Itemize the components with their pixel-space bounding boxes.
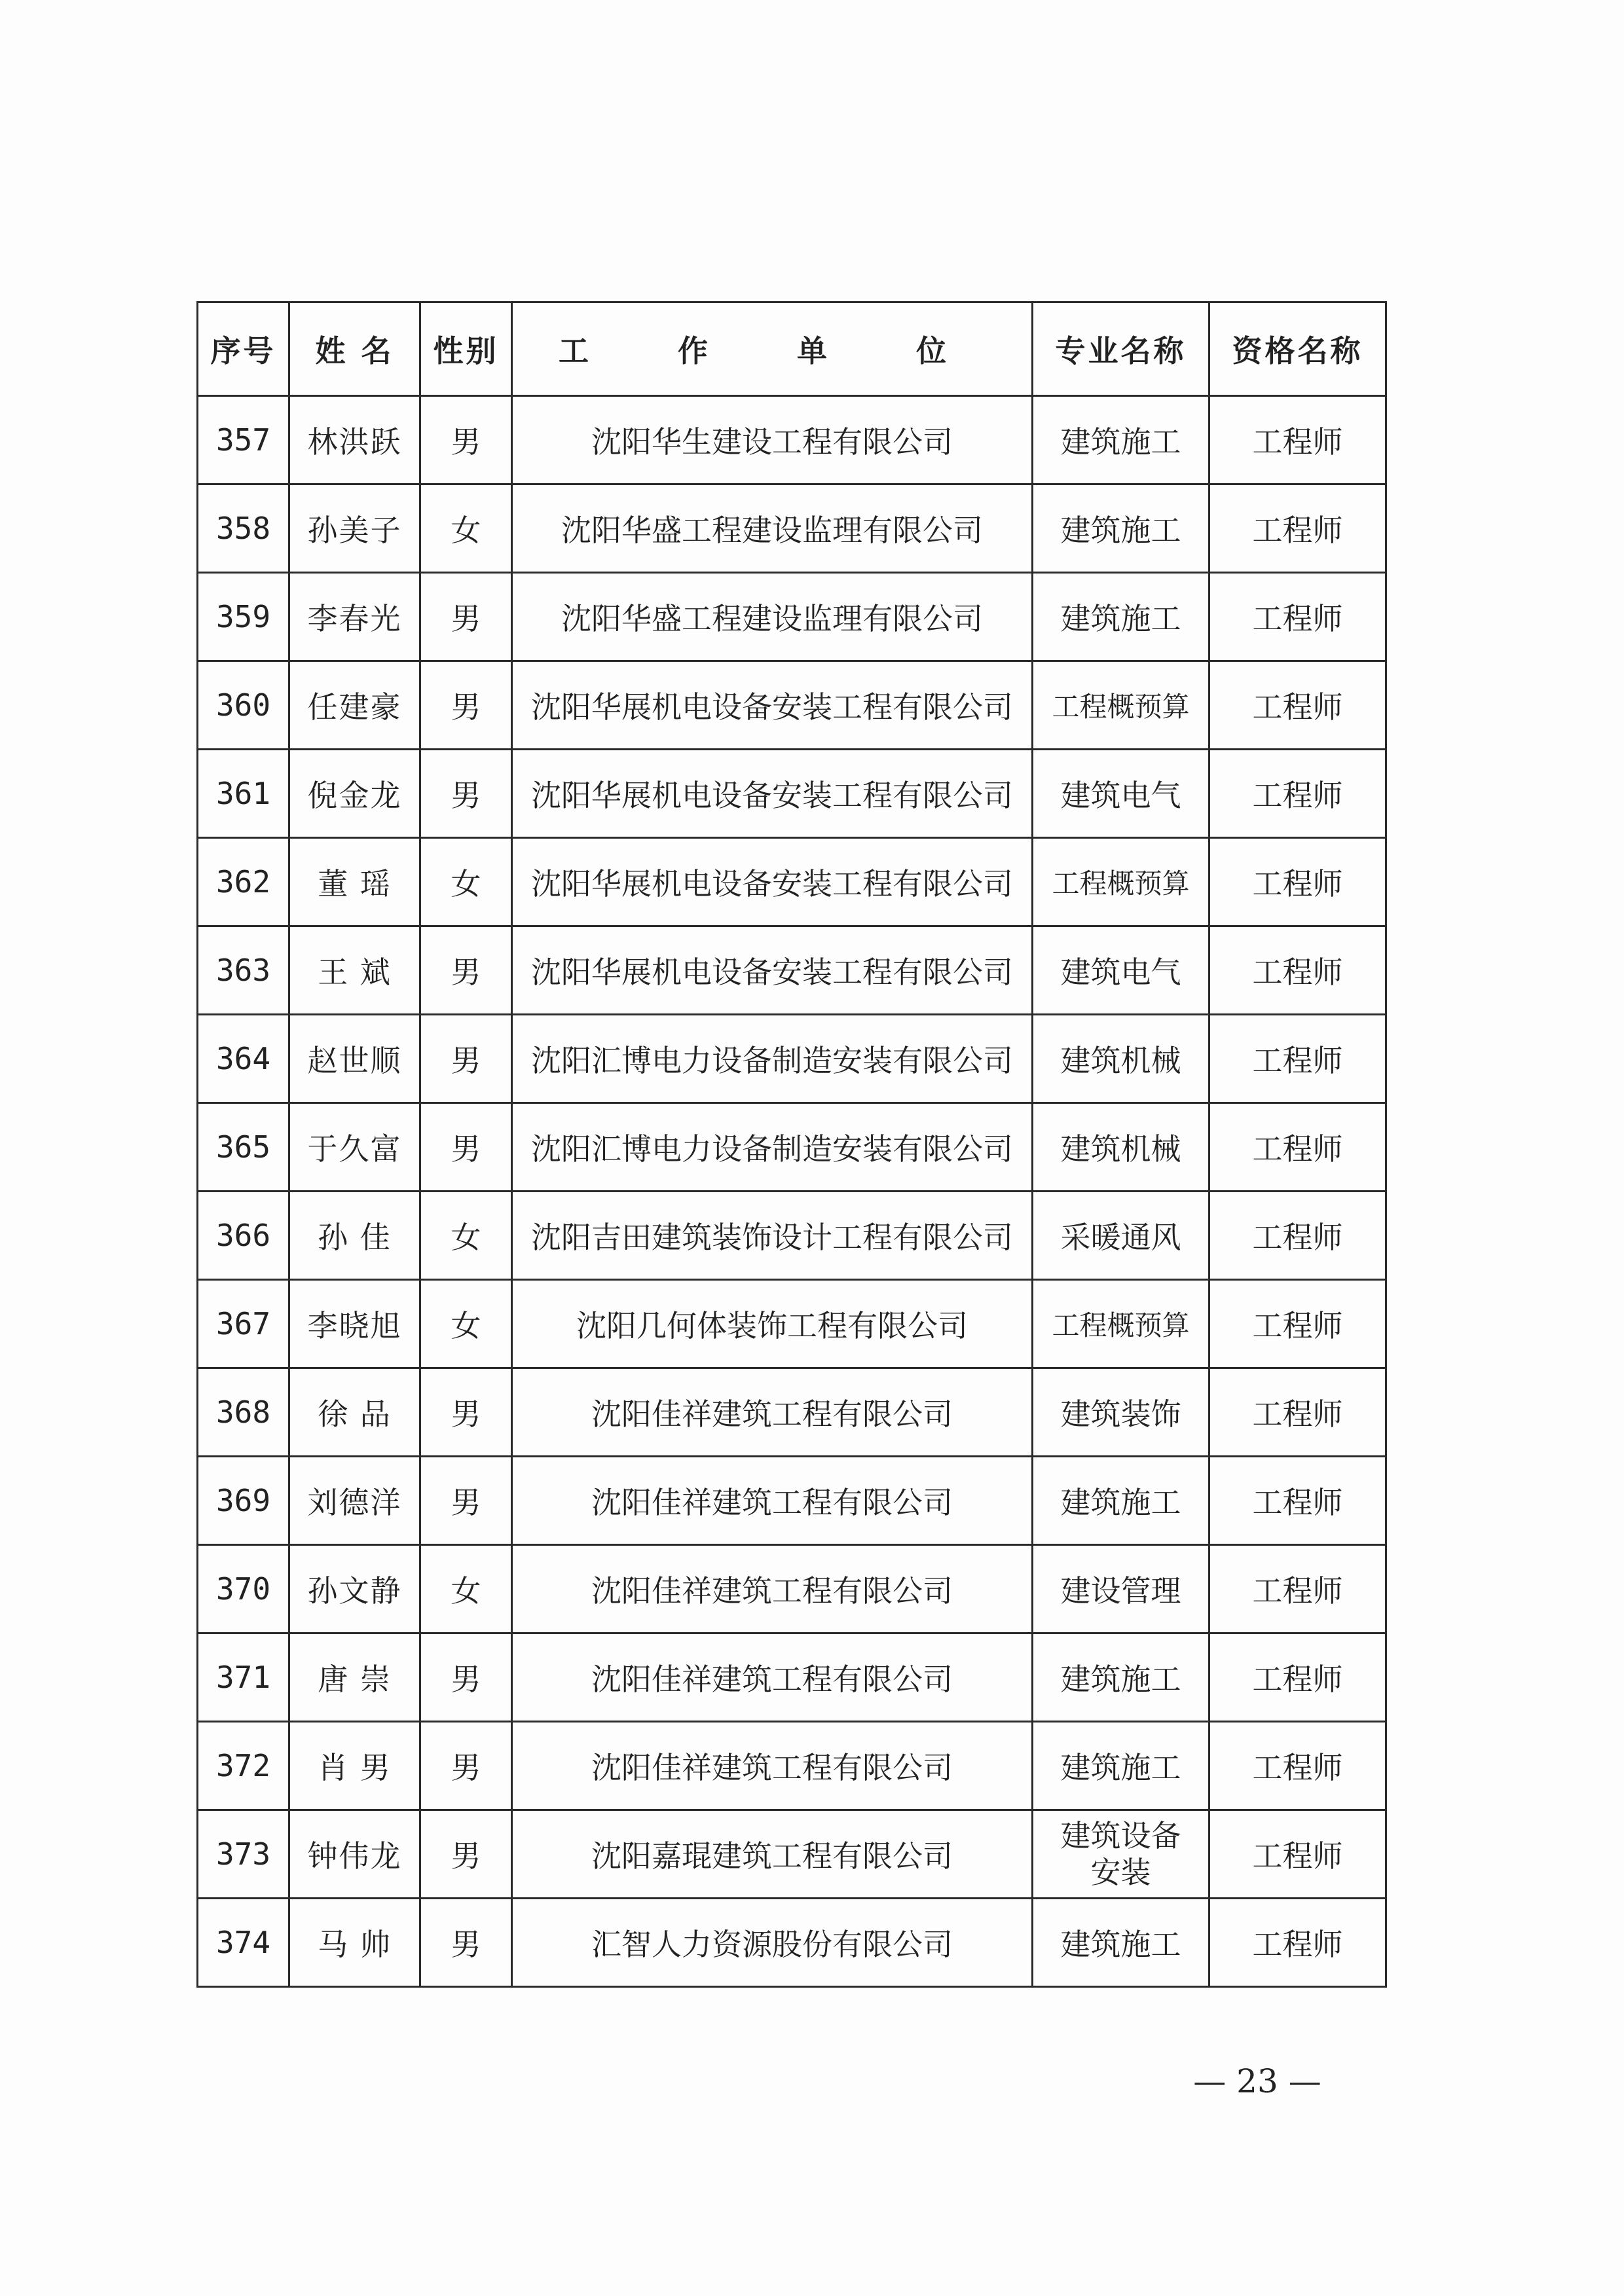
cell-qualification: 工程师 <box>1209 1103 1386 1192</box>
cell-qualification: 工程师 <box>1209 1280 1386 1368</box>
cell-qualification: 工程师 <box>1209 1015 1386 1103</box>
cell-work-unit: 沈阳华生建设工程有限公司 <box>512 396 1033 484</box>
cell-specialty: 建筑施工 <box>1033 1633 1209 1722</box>
cell-specialty: 建筑施工 <box>1033 1722 1209 1810</box>
cell-specialty: 采暖通风 <box>1033 1192 1209 1280</box>
cell-work-unit: 汇智人力资源股份有限公司 <box>512 1899 1033 1987</box>
cell-work-unit: 沈阳佳祥建筑工程有限公司 <box>512 1457 1033 1545</box>
cell-seq: 365 <box>198 1103 289 1192</box>
cell-name: 唐 崇 <box>289 1633 420 1722</box>
cell-qualification: 工程师 <box>1209 1192 1386 1280</box>
cell-gender: 女 <box>420 1280 512 1368</box>
table-body <box>198 396 1386 1987</box>
table-row <box>198 1633 1386 1722</box>
cell-qualification: 工程师 <box>1209 1722 1386 1810</box>
cell-gender: 女 <box>420 1192 512 1280</box>
table-row <box>198 838 1386 926</box>
cell-qualification: 工程师 <box>1209 1368 1386 1457</box>
cell-seq: 369 <box>198 1457 289 1545</box>
cell-gender: 男 <box>420 661 512 750</box>
cell-seq: 364 <box>198 1015 289 1103</box>
cell-gender: 男 <box>420 1899 512 1987</box>
table-row <box>198 1810 1386 1899</box>
cell-specialty: 建筑施工 <box>1033 1457 1209 1545</box>
cell-qualification: 工程师 <box>1209 396 1386 484</box>
cell-qualification: 工程师 <box>1209 1810 1386 1899</box>
cell-seq: 371 <box>198 1633 289 1722</box>
cell-name: 孙 佳 <box>289 1192 420 1280</box>
cell-gender: 男 <box>420 750 512 838</box>
table-row <box>198 1103 1386 1192</box>
cell-work-unit: 沈阳佳祥建筑工程有限公司 <box>512 1722 1033 1810</box>
table-row <box>198 1015 1386 1103</box>
header-qualification: 资格名称 <box>1209 302 1386 396</box>
table-row <box>198 750 1386 838</box>
table-row <box>198 1545 1386 1633</box>
cell-seq: 363 <box>198 926 289 1015</box>
cell-gender: 男 <box>420 1722 512 1810</box>
cell-seq: 366 <box>198 1192 289 1280</box>
cell-gender: 男 <box>420 1015 512 1103</box>
table-header-row <box>198 302 1386 396</box>
cell-specialty: 建筑施工 <box>1033 573 1209 661</box>
cell-work-unit: 沈阳几何体装饰工程有限公司 <box>512 1280 1033 1368</box>
cell-specialty: 建筑施工 <box>1033 484 1209 573</box>
cell-qualification: 工程师 <box>1209 838 1386 926</box>
cell-specialty: 工程概预算 <box>1033 838 1209 926</box>
roster-table <box>196 301 1387 1988</box>
cell-qualification: 工程师 <box>1209 661 1386 750</box>
header-seq: 序号 <box>198 302 289 396</box>
cell-name: 林洪跃 <box>289 396 420 484</box>
cell-gender: 女 <box>420 838 512 926</box>
table-row <box>198 1899 1386 1987</box>
cell-name: 王 斌 <box>289 926 420 1015</box>
cell-specialty: 工程概预算 <box>1033 1280 1209 1368</box>
cell-work-unit: 沈阳佳祥建筑工程有限公司 <box>512 1545 1033 1633</box>
cell-qualification: 工程师 <box>1209 1899 1386 1987</box>
cell-gender: 男 <box>420 1457 512 1545</box>
table-row <box>198 1457 1386 1545</box>
cell-work-unit: 沈阳汇博电力设备制造安装有限公司 <box>512 1103 1033 1192</box>
cell-seq: 374 <box>198 1899 289 1987</box>
cell-specialty: 建筑机械 <box>1033 1015 1209 1103</box>
cell-name: 刘德洋 <box>289 1457 420 1545</box>
table-row <box>198 926 1386 1015</box>
cell-name: 孙美子 <box>289 484 420 573</box>
cell-name: 马 帅 <box>289 1899 420 1987</box>
cell-work-unit: 沈阳佳祥建筑工程有限公司 <box>512 1368 1033 1457</box>
cell-gender: 男 <box>420 1103 512 1192</box>
cell-specialty: 建筑电气 <box>1033 750 1209 838</box>
cell-qualification: 工程师 <box>1209 1545 1386 1633</box>
cell-name: 肖 男 <box>289 1722 420 1810</box>
cell-work-unit: 沈阳佳祥建筑工程有限公司 <box>512 1633 1033 1722</box>
cell-specialty: 建筑设备安装 <box>1033 1810 1209 1899</box>
cell-qualification: 工程师 <box>1209 1633 1386 1722</box>
cell-seq: 370 <box>198 1545 289 1633</box>
table-row <box>198 573 1386 661</box>
cell-seq: 368 <box>198 1368 289 1457</box>
cell-name: 赵世顺 <box>289 1015 420 1103</box>
cell-specialty: 建筑装饰 <box>1033 1368 1209 1457</box>
cell-qualification: 工程师 <box>1209 573 1386 661</box>
cell-seq: 357 <box>198 396 289 484</box>
cell-gender: 男 <box>420 1633 512 1722</box>
cell-specialty: 建筑机械 <box>1033 1103 1209 1192</box>
cell-work-unit: 沈阳嘉琨建筑工程有限公司 <box>512 1810 1033 1899</box>
cell-name: 倪金龙 <box>289 750 420 838</box>
cell-seq: 367 <box>198 1280 289 1368</box>
cell-seq: 362 <box>198 838 289 926</box>
cell-qualification: 工程师 <box>1209 484 1386 573</box>
cell-work-unit: 沈阳华盛工程建设监理有限公司 <box>512 484 1033 573</box>
cell-specialty: 建筑电气 <box>1033 926 1209 1015</box>
cell-name: 李春光 <box>289 573 420 661</box>
cell-qualification: 工程师 <box>1209 1457 1386 1545</box>
table-row <box>198 661 1386 750</box>
table-row <box>198 1368 1386 1457</box>
cell-work-unit: 沈阳华展机电设备安装工程有限公司 <box>512 661 1033 750</box>
cell-work-unit: 沈阳汇博电力设备制造安装有限公司 <box>512 1015 1033 1103</box>
cell-gender: 男 <box>420 1368 512 1457</box>
cell-seq: 360 <box>198 661 289 750</box>
cell-gender: 女 <box>420 1545 512 1633</box>
cell-specialty: 建设管理 <box>1033 1545 1209 1633</box>
cell-specialty: 工程概预算 <box>1033 661 1209 750</box>
cell-specialty: 建筑施工 <box>1033 396 1209 484</box>
header-gender: 性别 <box>420 302 512 396</box>
cell-work-unit: 沈阳华展机电设备安装工程有限公司 <box>512 750 1033 838</box>
cell-name: 徐 品 <box>289 1368 420 1457</box>
cell-gender: 女 <box>420 484 512 573</box>
cell-seq: 361 <box>198 750 289 838</box>
table-row <box>198 1280 1386 1368</box>
header-work-unit: 工 作 单 位 <box>512 302 1033 396</box>
cell-gender: 男 <box>420 1810 512 1899</box>
table-row <box>198 1722 1386 1810</box>
cell-qualification: 工程师 <box>1209 750 1386 838</box>
cell-gender: 男 <box>420 573 512 661</box>
cell-seq: 372 <box>198 1722 289 1810</box>
cell-gender: 男 <box>420 926 512 1015</box>
cell-name: 孙文静 <box>289 1545 420 1633</box>
cell-qualification: 工程师 <box>1209 926 1386 1015</box>
header-name: 姓 名 <box>289 302 420 396</box>
table-row <box>198 396 1386 484</box>
cell-work-unit: 沈阳华盛工程建设监理有限公司 <box>512 573 1033 661</box>
cell-work-unit: 沈阳吉田建筑装饰设计工程有限公司 <box>512 1192 1033 1280</box>
cell-gender: 男 <box>420 396 512 484</box>
cell-name: 于久富 <box>289 1103 420 1192</box>
cell-work-unit: 沈阳华展机电设备安装工程有限公司 <box>512 926 1033 1015</box>
cell-seq: 359 <box>198 573 289 661</box>
table-row <box>198 484 1386 573</box>
cell-name: 董 瑶 <box>289 838 420 926</box>
cell-seq: 373 <box>198 1810 289 1899</box>
cell-name: 李晓旭 <box>289 1280 420 1368</box>
cell-specialty: 建筑施工 <box>1033 1899 1209 1987</box>
table-row <box>198 1192 1386 1280</box>
cell-work-unit: 沈阳华展机电设备安装工程有限公司 <box>512 838 1033 926</box>
cell-name: 钟伟龙 <box>289 1810 420 1899</box>
header-specialty: 专业名称 <box>1033 302 1209 396</box>
cell-seq: 358 <box>198 484 289 573</box>
cell-name: 任建豪 <box>289 661 420 750</box>
page-number: — 23 — <box>1193 2062 1321 2100</box>
